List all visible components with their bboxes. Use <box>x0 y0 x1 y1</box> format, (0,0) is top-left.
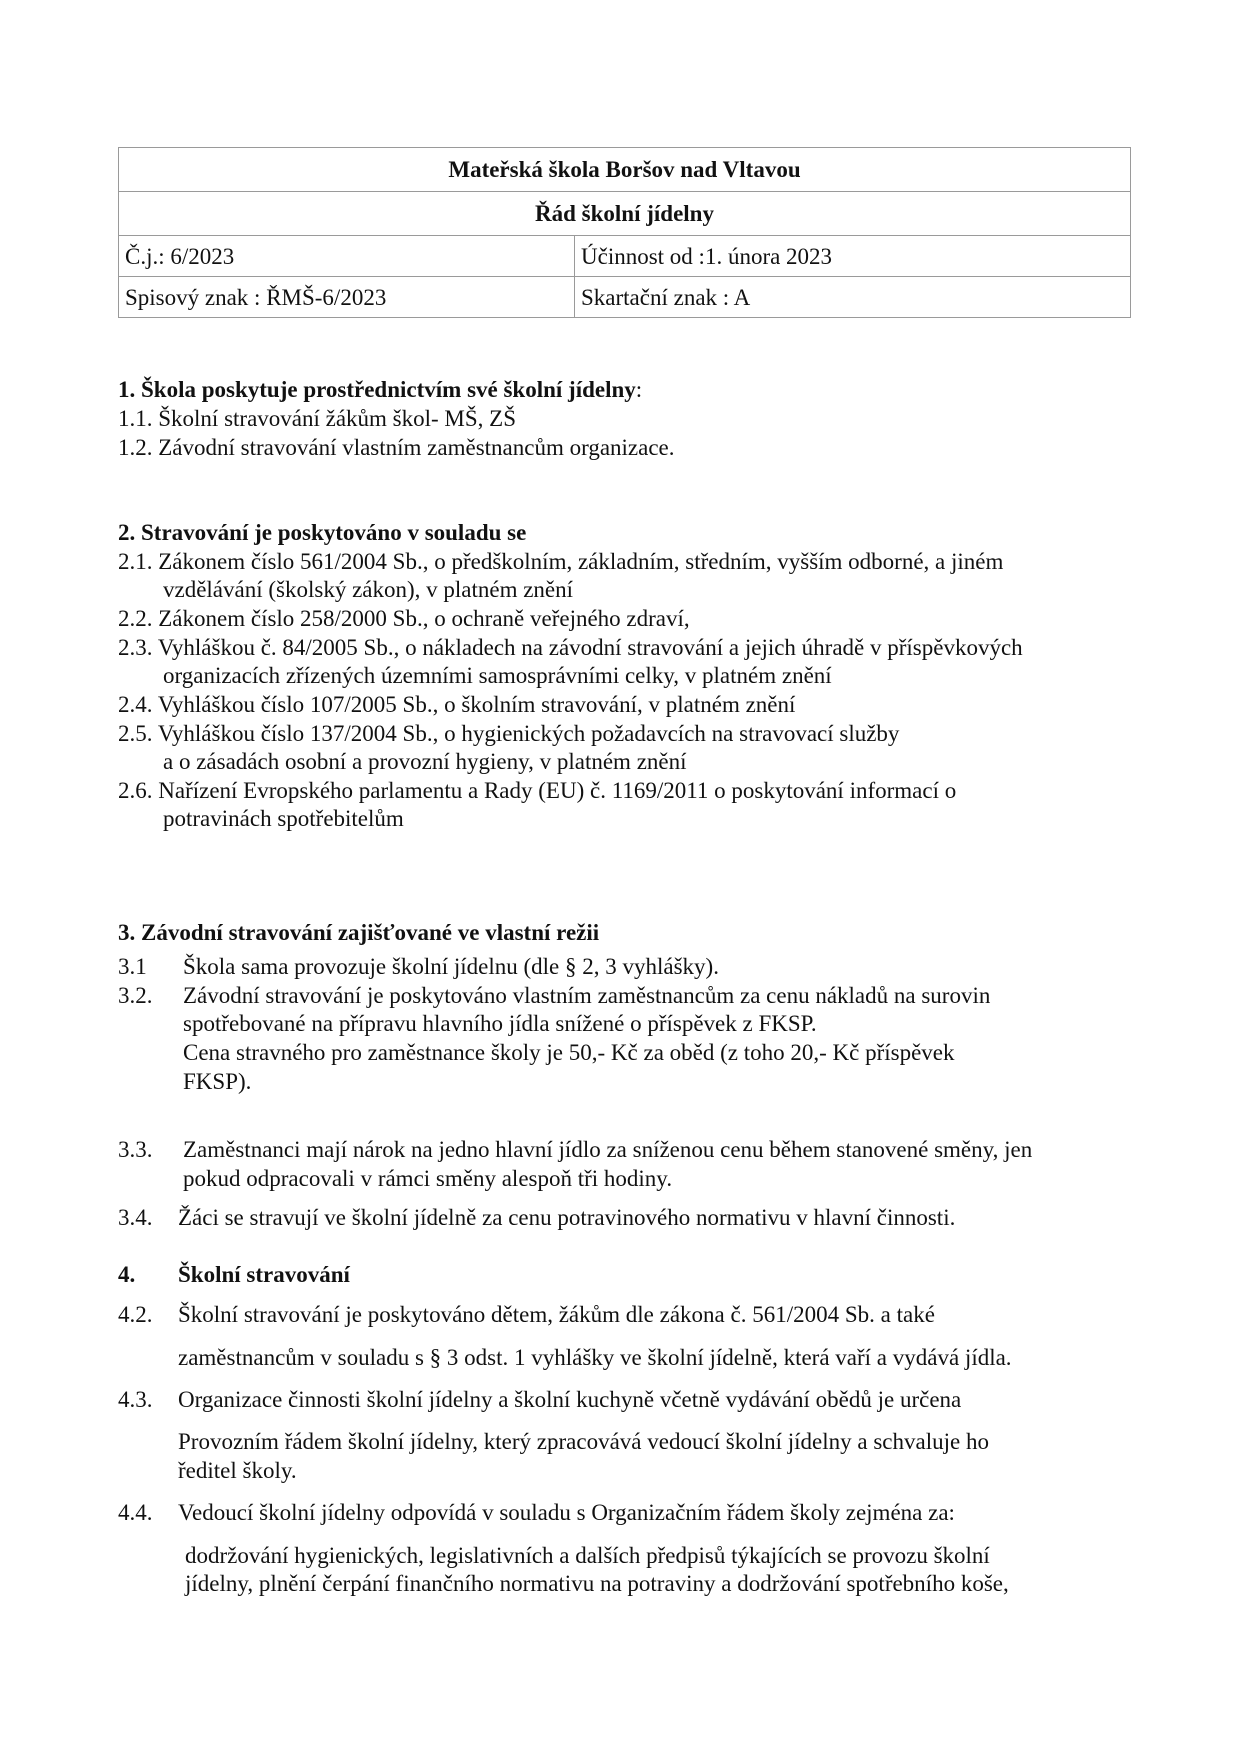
section-2-item-6-line-2: potravinách spotřebitelům <box>163 806 404 831</box>
header-table <box>118 147 1131 318</box>
section-4-4-line-3: jídelny, plnění čerpání finančního normativu na potraviny a dodržování spotřebního koše, <box>185 1571 1009 1596</box>
section-1-item-1: 1.1. Školní stravování žákům škol- MŠ, ZŠ <box>118 406 517 431</box>
shredding-code: Skartační znak : A <box>575 277 1131 318</box>
section-3-3-number: 3.3. <box>118 1137 153 1162</box>
section-2-item-3-line-2: organizacích zřízených územními samosprávními celky, v platném znění <box>163 663 832 688</box>
section-3-3-line-1: Zaměstnanci mají nárok na jedno hlavní jídlo za sníženou cenu během stanovené směny, jen <box>183 1137 1033 1162</box>
section-2-item-5-line-1: 2.5. Vyhláškou číslo 137/2004 Sb., o hygienických požadavcích na stravovací služby <box>118 721 900 746</box>
section-4-3-line-3: ředitel školy. <box>178 1458 297 1483</box>
section-4-3-line-2: Provozním řádem školní jídelny, který zpracovává vedoucí školní jídelny a schvaluje ho <box>178 1429 989 1454</box>
section-4-3-number: 4.3. <box>118 1387 153 1412</box>
section-3-3-line-2: pokud odpracovali v rámci směny alespoň tři hodiny. <box>183 1166 673 1191</box>
section-3-4-text: Žáci se stravují ve školní jídelně za cenu potravinového normativu v hlavní činnosti. <box>178 1205 956 1230</box>
section-4-4-number: 4.4. <box>118 1500 153 1525</box>
section-4-4-line-2: dodržování hygienických, legislativních a dalších předpisů týkajících se provozu školní <box>185 1543 990 1568</box>
section-3-2-line-4: FKSP). <box>183 1069 252 1094</box>
section-3-1-number: 3.1 <box>118 954 147 979</box>
section-4-2-line-2: zaměstnancům v souladu s § 3 odst. 1 vyhlášky ve školní jídelně, která vaří a vydává jídla. <box>178 1345 1012 1370</box>
document-title: Řád školní jídelny <box>119 192 1131 236</box>
section-3-2-line-2: spotřebované na přípravu hlavního jídla snížené o příspěvek z FKSP. <box>183 1011 817 1036</box>
section-4-number: 4. <box>118 1262 136 1287</box>
section-2-item-4: 2.4. Vyhláškou číslo 107/2005 Sb., o školním stravování, v platném znění <box>118 692 796 717</box>
section-4-3-line-1: Organizace činnosti školní jídelny a školní kuchyně včetně vydávání obědů je určena <box>178 1387 962 1412</box>
section-2-item-1-line-2: vzdělávání (školský zákon), v platném znění <box>163 577 574 602</box>
section-4-2-line-1: Školní stravování je poskytováno dětem, žákům dle zákona č. 561/2004 Sb. a také <box>178 1302 935 1327</box>
section-2-item-1-line-1: 2.1. Zákonem číslo 561/2004 Sb., o předškolním, základním, středním, vyšším odborné, a jiném <box>118 549 1004 574</box>
section-2-item-5-line-2: a o zásadách osobní a provozní hygieny, v platném znění <box>163 749 687 774</box>
reference-number: Č.j.: 6/2023 <box>119 236 575 277</box>
section-2-item-2: 2.2. Zákonem číslo 258/2000 Sb., o ochraně veřejného zdraví, <box>118 606 690 631</box>
section-1-item-2: 1.2. Závodní stravování vlastním zaměstnancům organizace. <box>118 435 675 460</box>
section-4-heading: Školní stravování <box>178 1262 350 1287</box>
section-3-2-line-3: Cena stravného pro zaměstnance školy je 50,- Kč za oběd (z toho 20,- Kč příspěvek <box>183 1040 955 1065</box>
section-2-item-3-line-1: 2.3. Vyhláškou č. 84/2005 Sb., o nákladech na závodní stravování a jejich úhradě v příspěvkových <box>118 635 1023 660</box>
section-2-item-6-line-1: 2.6. Nařízení Evropského parlamentu a Rady (EU) č. 1169/2011 o poskytování informací o <box>118 778 957 803</box>
section-3-2-number: 3.2. <box>118 983 153 1008</box>
section-4-2-number: 4.2. <box>118 1302 153 1327</box>
section-1-heading: 1. Škola poskytuje prostřednictvím své školní jídelny: <box>118 377 643 402</box>
section-3-heading: 3. Závodní stravování zajišťované ve vlastní režii <box>118 920 600 945</box>
effective-date: Účinnost od :1. února 2023 <box>575 236 1131 277</box>
section-4-4-line-1: Vedoucí školní jídelny odpovídá v souladu s Organizačním řádem školy zejména za: <box>178 1500 955 1525</box>
school-name: Mateřská škola Boršov nad Vltavou <box>119 148 1131 192</box>
section-3-1-text: Škola sama provozuje školní jídelnu (dle § 2, 3 vyhlášky). <box>183 954 719 979</box>
section-3-4-number: 3.4. <box>118 1205 153 1230</box>
section-2-heading: 2. Stravování je poskytováno v souladu se <box>118 520 527 545</box>
file-code: Spisový znak : ŘMŠ-6/2023 <box>119 277 575 318</box>
section-3-2-line-1: Závodní stravování je poskytováno vlastním zaměstnancům za cenu nákladů na surovin <box>183 983 991 1008</box>
